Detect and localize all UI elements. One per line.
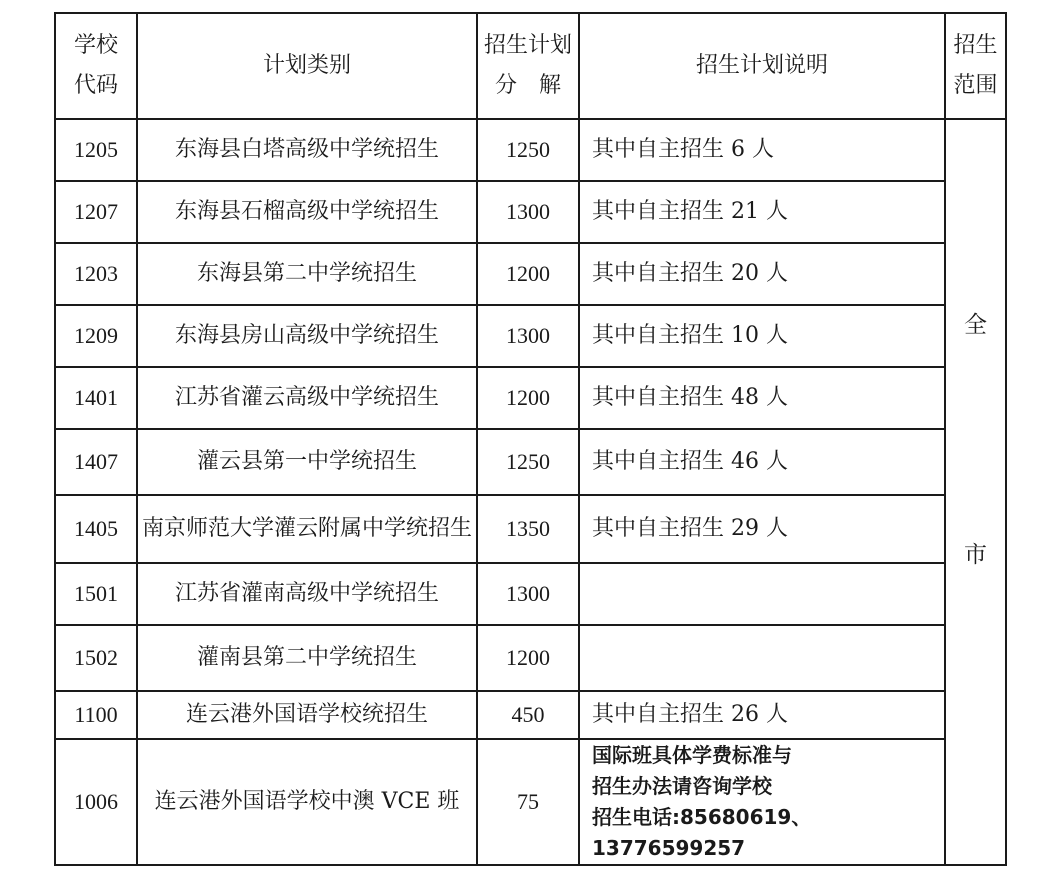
- note-line-3: 招生电话:85680619、13776599257: [592, 805, 812, 860]
- header-plan-line2: 分 解: [494, 73, 561, 98]
- school-code-cell: 1502: [55, 625, 137, 691]
- school-code-cell: 1207: [55, 181, 137, 243]
- table-row: [55, 119, 1006, 181]
- note-cell: 其中自主招生 46 人: [579, 429, 945, 495]
- table-row: [55, 429, 1006, 495]
- category-cell: 东海县白塔高级中学统招生: [137, 119, 477, 181]
- plan-cell: 1200: [477, 367, 579, 429]
- category-cell: 连云港外国语学校中澳 VCE 班: [137, 739, 477, 865]
- school-code-cell: 1405: [55, 495, 137, 563]
- school-code-cell: 1501: [55, 563, 137, 625]
- category-cell: 江苏省灌云高级中学统招生: [137, 367, 477, 429]
- category-cell: 灌云县第一中学统招生: [137, 429, 477, 495]
- header-plan: [477, 13, 579, 119]
- enrollment-plan-table: [54, 12, 1007, 866]
- category-cell: 连云港外国语学校统招生: [137, 691, 477, 739]
- category-cell: 东海县房山高级中学统招生: [137, 305, 477, 367]
- plan-cell: 1300: [477, 563, 579, 625]
- plan-cell: 1350: [477, 495, 579, 563]
- table-row: [55, 367, 1006, 429]
- note-line-1: 国际班具体学费标准与: [592, 743, 792, 767]
- school-code-cell: 1407: [55, 429, 137, 495]
- header-school-code-line2: 代码: [73, 73, 118, 98]
- note-line-2: 招生办法请咨询学校: [592, 774, 772, 798]
- table-row: [55, 181, 1006, 243]
- table-row: [55, 739, 1006, 865]
- school-code-cell: 1209: [55, 305, 137, 367]
- note-cell: 其中自主招生 29 人: [579, 495, 945, 563]
- header-note: 招生计划说明: [579, 13, 945, 119]
- table-row: [55, 625, 1006, 691]
- table-header-row: [55, 13, 1006, 119]
- plan-cell: 1250: [477, 119, 579, 181]
- category-cell: 东海县石榴高级中学统招生: [137, 181, 477, 243]
- school-code-cell: 1205: [55, 119, 137, 181]
- plan-cell: 1300: [477, 181, 579, 243]
- table-row: [55, 495, 1006, 563]
- note-cell: [579, 739, 945, 865]
- scope-cell: [945, 119, 1006, 865]
- header-school-code-line1: 学校: [73, 33, 118, 58]
- header-scope-line2: 范围: [953, 73, 998, 98]
- note-cell: 其中自主招生 10 人: [579, 305, 945, 367]
- school-code-cell: 1203: [55, 243, 137, 305]
- note-cell: 其中自主招生 20 人: [579, 243, 945, 305]
- category-cell: 江苏省灌南高级中学统招生: [137, 563, 477, 625]
- header-school-code: [55, 13, 137, 119]
- table-row: [55, 243, 1006, 305]
- plan-cell: 1300: [477, 305, 579, 367]
- header-scope-line1: 招生: [953, 33, 998, 58]
- table-row: [55, 563, 1006, 625]
- note-cell: [579, 563, 945, 625]
- header-scope: [945, 13, 1006, 119]
- category-cell: 灌南县第二中学统招生: [137, 625, 477, 691]
- school-code-cell: 1401: [55, 367, 137, 429]
- school-code-cell: 1006: [55, 739, 137, 865]
- category-cell: 东海县第二中学统招生: [137, 243, 477, 305]
- note-cell: 其中自主招生 26 人: [579, 691, 945, 739]
- plan-cell: 75: [477, 739, 579, 865]
- scope-char-2: 市: [964, 542, 987, 568]
- header-plan-line1: 招生计划: [483, 33, 572, 58]
- note-cell: [579, 625, 945, 691]
- header-category: 计划类别: [137, 13, 477, 119]
- note-cell: 其中自主招生 21 人: [579, 181, 945, 243]
- category-cell: 南京师范大学灌云附属中学统招生: [137, 495, 477, 563]
- school-code-cell: 1100: [55, 691, 137, 739]
- plan-cell: 1200: [477, 625, 579, 691]
- plan-cell: 1200: [477, 243, 579, 305]
- note-cell: 其中自主招生 48 人: [579, 367, 945, 429]
- scope-char-1: 全: [964, 312, 987, 338]
- plan-cell: 450: [477, 691, 579, 739]
- plan-cell: 1250: [477, 429, 579, 495]
- note-cell: 其中自主招生 6 人: [579, 119, 945, 181]
- table-row: [55, 691, 1006, 739]
- table-row: [55, 305, 1006, 367]
